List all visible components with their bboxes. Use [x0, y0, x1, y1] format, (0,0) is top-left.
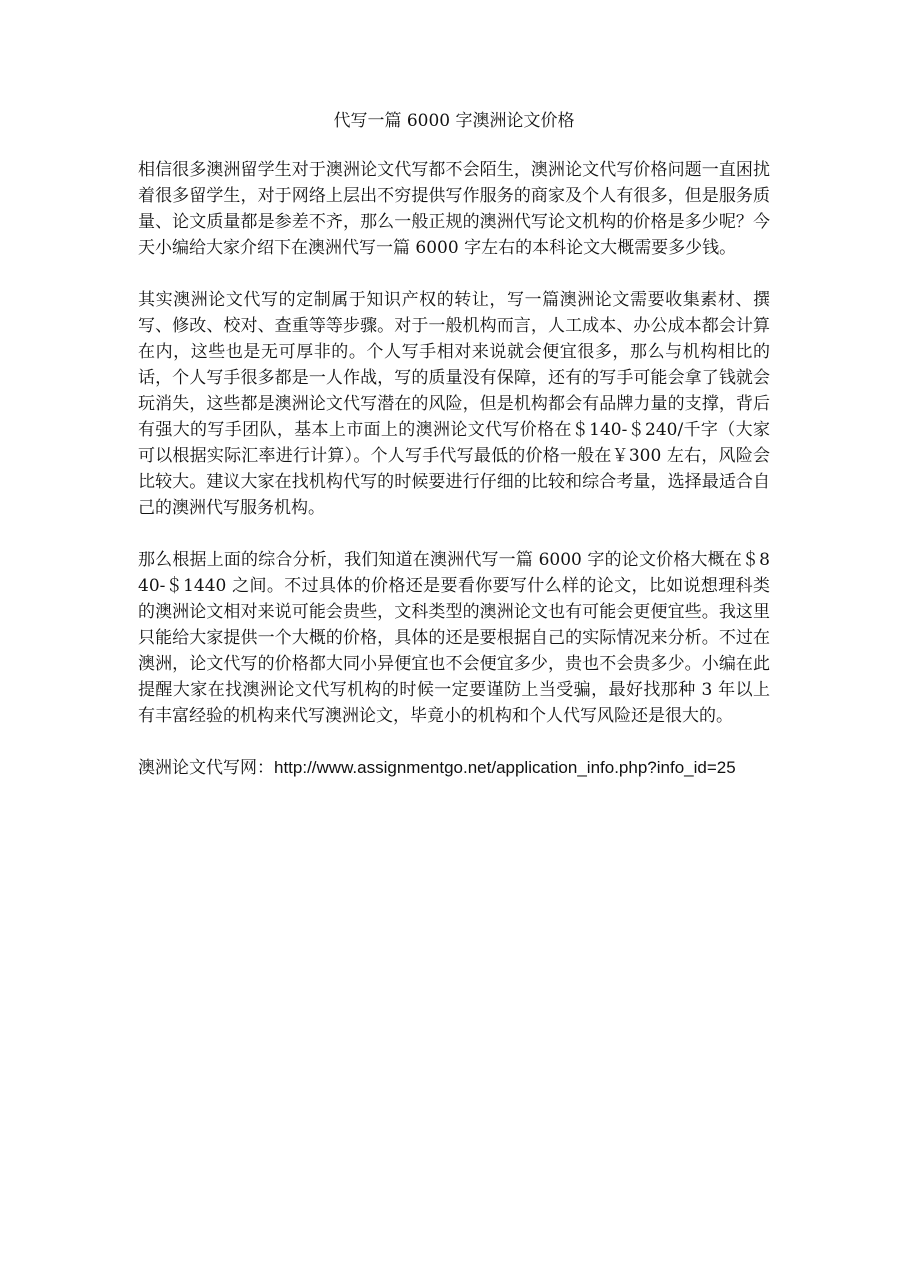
source-link-url[interactable]: http://www.assignmentgo.net/application_info.php?info_id=25: [274, 758, 736, 777]
document-body: [138, 108, 770, 781]
source-link-line: [138, 755, 770, 781]
source-link-label: 澳洲论文代写网：: [138, 758, 274, 778]
paragraph-pricing-details: 其实澳洲论文代写的定制属于知识产权的转让，写一篇澳洲论文需要收集素材、撰写、修改、校对、查重等等步骤。对于一般机构而言，人工成本、办公成本都会计算在内，这些也是无可厚非的。个人写手相对来说就会便宜很多，那么与机构相比的话，个人写手很多都是一人作战，写的质量没有保障，还有的写手可能会拿了钱就会玩消失，这些都是澳洲论文代写潜在的风险，但是机构都会有品牌力量的支撑，背后有强大的写手团队，基本上市面上的澳洲论文代写价格在＄140-＄240/千字（大家可以根据实际汇率进行计算）。个人写手代写最低的价格一般在￥300 左右，风险会比较大。建议大家在找机构代写的时候要进行仔细的比较和综合考量，选择最适合自己的澳洲代写服务机构。: [138, 290, 770, 518]
paragraph-summary: 那么根据上面的综合分析，我们知道在澳洲代写一篇 6000 字的论文价格大概在＄840-＄1440 之间。不过具体的价格还是要看你要写什么样的论文，比如说想理科类的澳洲论文相对来说可能会贵些，文科类型的澳洲论文也有可能会更便宜些。我这里只能给大家提供一个大概的价格，具体的还是要根据自己的实际情况来分析。不过在澳洲，论文代写的价格都大同小异便宜也不会便宜多少，贵也不会贵多少。小编在此提醒大家在找澳洲论文代写机构的时候一定要谨防上当受骗，最好找那种 3 年以上有丰富经验的机构来代写澳洲论文，毕竟小的机构和个人代写风险还是很大的。: [138, 550, 770, 726]
document-title: 代写一篇 6000 字澳洲论文价格: [333, 111, 575, 131]
paragraph-intro: 相信很多澳洲留学生对于澳洲论文代写都不会陌生，澳洲论文代写价格问题一直困扰着很多留学生，对于网络上层出不穷提供写作服务的商家及个人有很多，但是服务质量、论文质量都是参差不齐，那么一般正规的澳洲代写论文机构的价格是多少呢？今天小编给大家介绍下在澳洲代写一篇 6000 字左右的本科论文大概需要多少钱。: [138, 160, 770, 258]
